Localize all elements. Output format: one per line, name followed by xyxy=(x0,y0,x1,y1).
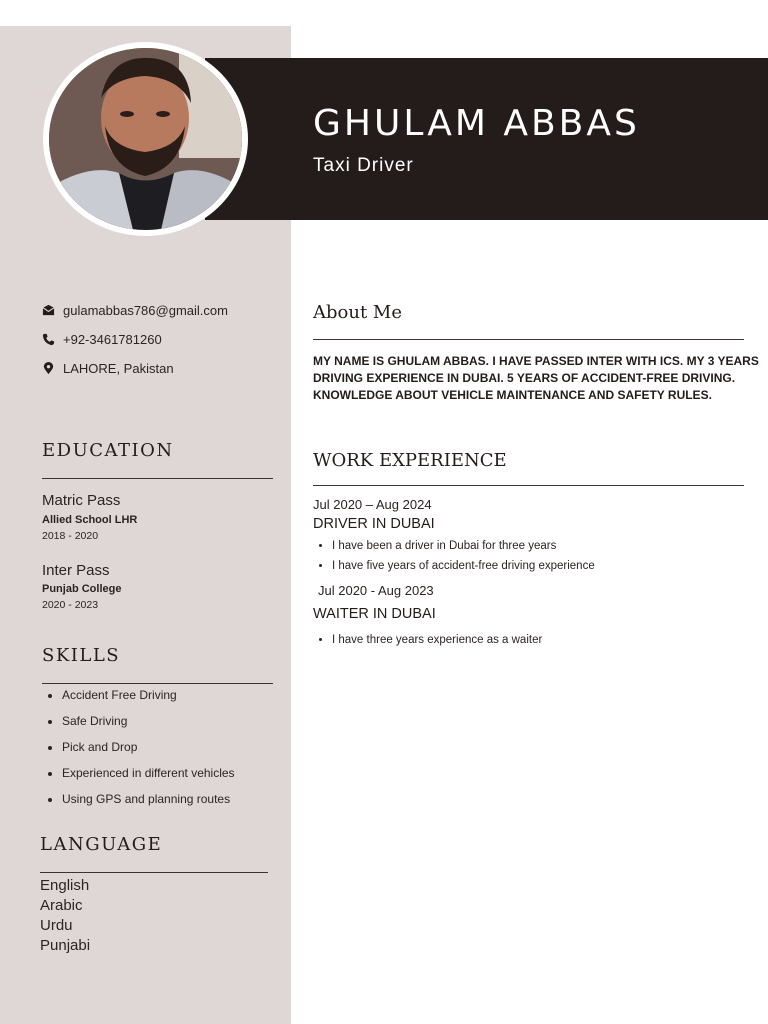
location-text: LAHORE, Pakistan xyxy=(63,361,174,376)
profile-photo xyxy=(49,48,242,230)
job-role: WAITER IN DUBAI xyxy=(313,606,436,622)
candidate-title: Taxi Driver xyxy=(313,155,414,176)
candidate-name: GHULAM ABBAS xyxy=(313,103,640,144)
education-degree: Matric Pass xyxy=(42,492,121,509)
skill-item: • Pick and Drop xyxy=(62,736,302,762)
education-school: Allied School LHR xyxy=(42,514,138,526)
about-text: MY NAME IS GHULAM ABBAS. I HAVE PASSED INTER WITH ICS. MY 3 YEARS DRIVING EXPERIENCE IN DUBAI. 5 YEARS OF ACCIDENT-FREE DRIVING. KNOWLEDGE ABOUT VEHICLE MAINTENANCE AND SAFETY RULES. xyxy=(313,354,759,402)
language-heading: LANGUAGE xyxy=(40,834,163,855)
skill-item: • Accident Free Driving xyxy=(62,684,302,710)
language-item: Urdu xyxy=(40,917,73,934)
job-dates: Jul 2020 - Aug 2023 xyxy=(318,583,434,598)
skill-item: • Safe Driving xyxy=(62,710,302,736)
skill-item: • Using GPS and planning routes xyxy=(62,788,302,814)
duty-item: • I have five years of accident-free driving experience xyxy=(332,557,768,577)
job-dates: Jul 2020 – Aug 2024 xyxy=(313,497,432,512)
language-item: Arabic xyxy=(40,897,83,914)
experience-divider xyxy=(313,485,744,486)
education-years: 2020 - 2023 xyxy=(42,599,99,611)
language-list xyxy=(40,876,90,956)
skills-list xyxy=(42,684,302,814)
envelope-icon xyxy=(42,304,55,317)
skill-item: • Experienced in different vehicles xyxy=(62,762,302,788)
education-heading: EDUCATION xyxy=(42,440,174,461)
about-heading: About Me xyxy=(313,302,402,323)
phone-text: +92-3461781260 xyxy=(63,332,162,347)
experience-heading: WORK EXPERIENCE xyxy=(313,450,507,471)
job-duties xyxy=(313,631,768,651)
about-divider xyxy=(313,339,744,340)
education-school: Punjab College xyxy=(42,583,122,595)
language-divider xyxy=(40,872,268,873)
phone-icon xyxy=(42,333,55,346)
job-duties xyxy=(313,537,768,577)
contact-location xyxy=(42,361,174,376)
education-years: 2018 - 2020 xyxy=(42,530,99,542)
language-item: Punjabi xyxy=(40,937,91,954)
email-text: gulamabbas786@gmail.com xyxy=(63,303,228,318)
duty-item: • I have been a driver in Dubai for three years xyxy=(332,537,768,557)
job-role: DRIVER IN DUBAI xyxy=(313,516,435,532)
education-divider xyxy=(42,478,273,479)
contact-email[interactable] xyxy=(42,303,228,318)
contact-phone[interactable] xyxy=(42,332,162,347)
map-pin-icon xyxy=(42,362,55,375)
language-item: English xyxy=(40,877,90,894)
skills-heading: SKILLS xyxy=(42,645,121,666)
avatar xyxy=(49,48,242,230)
duty-item: • I have three years experience as a waiter xyxy=(332,631,768,651)
education-degree: Inter Pass xyxy=(42,562,110,579)
